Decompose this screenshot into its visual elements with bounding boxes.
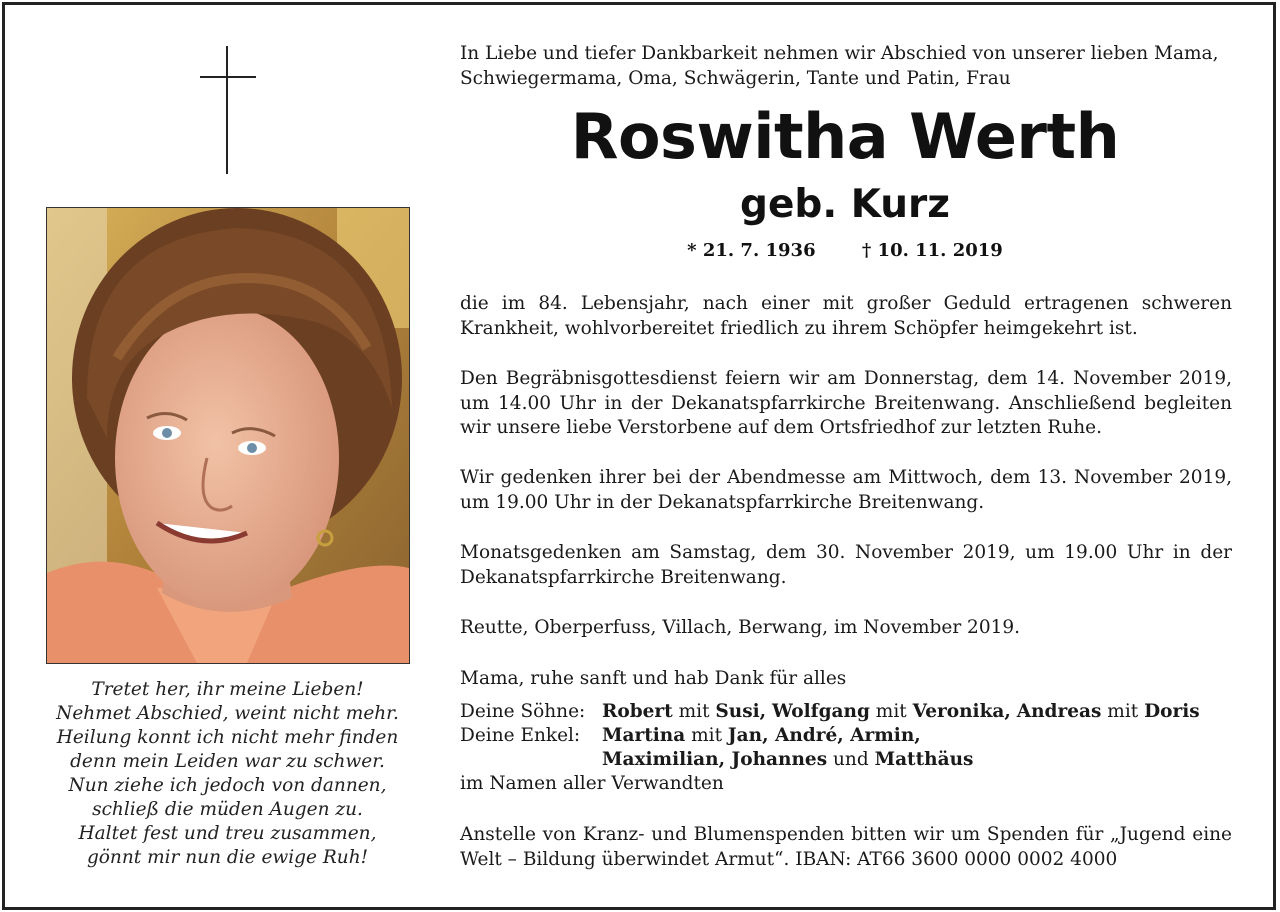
intro-line: Schwiegermama, Oma, Schwägerin, Tante und Patin, Frau	[460, 67, 1011, 89]
paragraph-funeral: Den Begräbnisgottesdienst feiern wir am Donnerstag, dem 14. November 2019, um 14.00 Uhr in der Dekanatspfarrkirche Breitenwang. Anschließend begleiten wir unsere liebe Verstorbene auf dem Ortsfriedhof zur letzten Ruhe.	[460, 368, 1232, 438]
grandchildren-row	[460, 724, 1200, 748]
intro-text	[460, 42, 1250, 91]
poem-line: denn mein Leiden war zu schwer.	[70, 751, 385, 772]
grandchildren-names-2: Maximilian, Johannes und Matthäus	[602, 749, 974, 770]
cross-icon	[226, 46, 228, 174]
intro-line: In Liebe und tiefer Dankbarkeit nehmen wir Abschied von unserer lieben Mama,	[460, 43, 1219, 64]
sons-label: Deine Söhne:	[460, 701, 586, 722]
death-date: † 10. 11. 2019	[861, 240, 1003, 261]
grandchildren-names: Martina mit Jan, André, Armin,	[602, 725, 921, 746]
farewell-line: Mama, ruhe sanft und hab Dank für alles	[460, 668, 847, 689]
birth-date: * 21. 7. 1936	[687, 240, 816, 261]
poem-line: Nun ziehe ich jedoch von dannen,	[68, 775, 387, 796]
life-dates	[440, 240, 1250, 261]
cross-icon-bar	[200, 76, 256, 78]
poem-line: gönnt mir nun die ewige Ruh!	[86, 847, 369, 868]
paragraph-evening-mass: Wir gedenken ihrer bei der Abendmesse am Mittwoch, dem 13. November 2019, um 19.00 Uhr in der Dekanatspfarrkirche Breitenwang.	[460, 467, 1232, 513]
maiden-name: geb. Kurz	[740, 182, 950, 227]
paragraph-monthly-memorial: Monatsgedenken am Samstag, dem 30. November 2019, um 19.00 Uhr in der Dekanatspfarrkirche Breitenwang.	[460, 542, 1232, 588]
places-date: Reutte, Oberperfuss, Villach, Berwang, im November 2019.	[460, 617, 1021, 638]
poem-line: Nehmet Abschied, weint nicht mehr.	[56, 703, 399, 724]
poem-line: Haltet fest und treu zusammen,	[78, 823, 377, 844]
sons-names: Robert mit Susi, Wolfgang mit Veronika, Andreas mit Doris	[602, 701, 1200, 722]
poem-line: schließ die müden Augen zu.	[92, 799, 363, 820]
grandchildren-row-2	[460, 748, 1200, 772]
poem	[30, 678, 425, 870]
deceased-name: Roswitha Werth	[570, 100, 1120, 173]
relatives-line: im Namen aller Verwandten	[460, 773, 724, 794]
paragraph-lebensjahr: die im 84. Lebensjahr, nach einer mit großer Geduld ertragenen schweren Krankheit, wohlvorbereitet friedlich zu ihrem Schöpfer heimgekehrt ist.	[460, 293, 1232, 339]
poem-line: Heilung konnt ich nicht mehr finden	[56, 727, 399, 748]
poem-line: Tretet her, ihr meine Lieben!	[91, 679, 364, 700]
portrait-photo	[46, 207, 410, 664]
sons-row	[460, 700, 1200, 724]
family-list	[460, 700, 1200, 796]
donation-note: Anstelle von Kranz- und Blumenspenden bitten wir um Spenden für „Jugend eine Welt – Bildung überwindet Armut“. IBAN: AT66 3600 0000 0002 4000	[460, 824, 1232, 870]
grandchildren-label: Deine Enkel:	[460, 725, 581, 746]
